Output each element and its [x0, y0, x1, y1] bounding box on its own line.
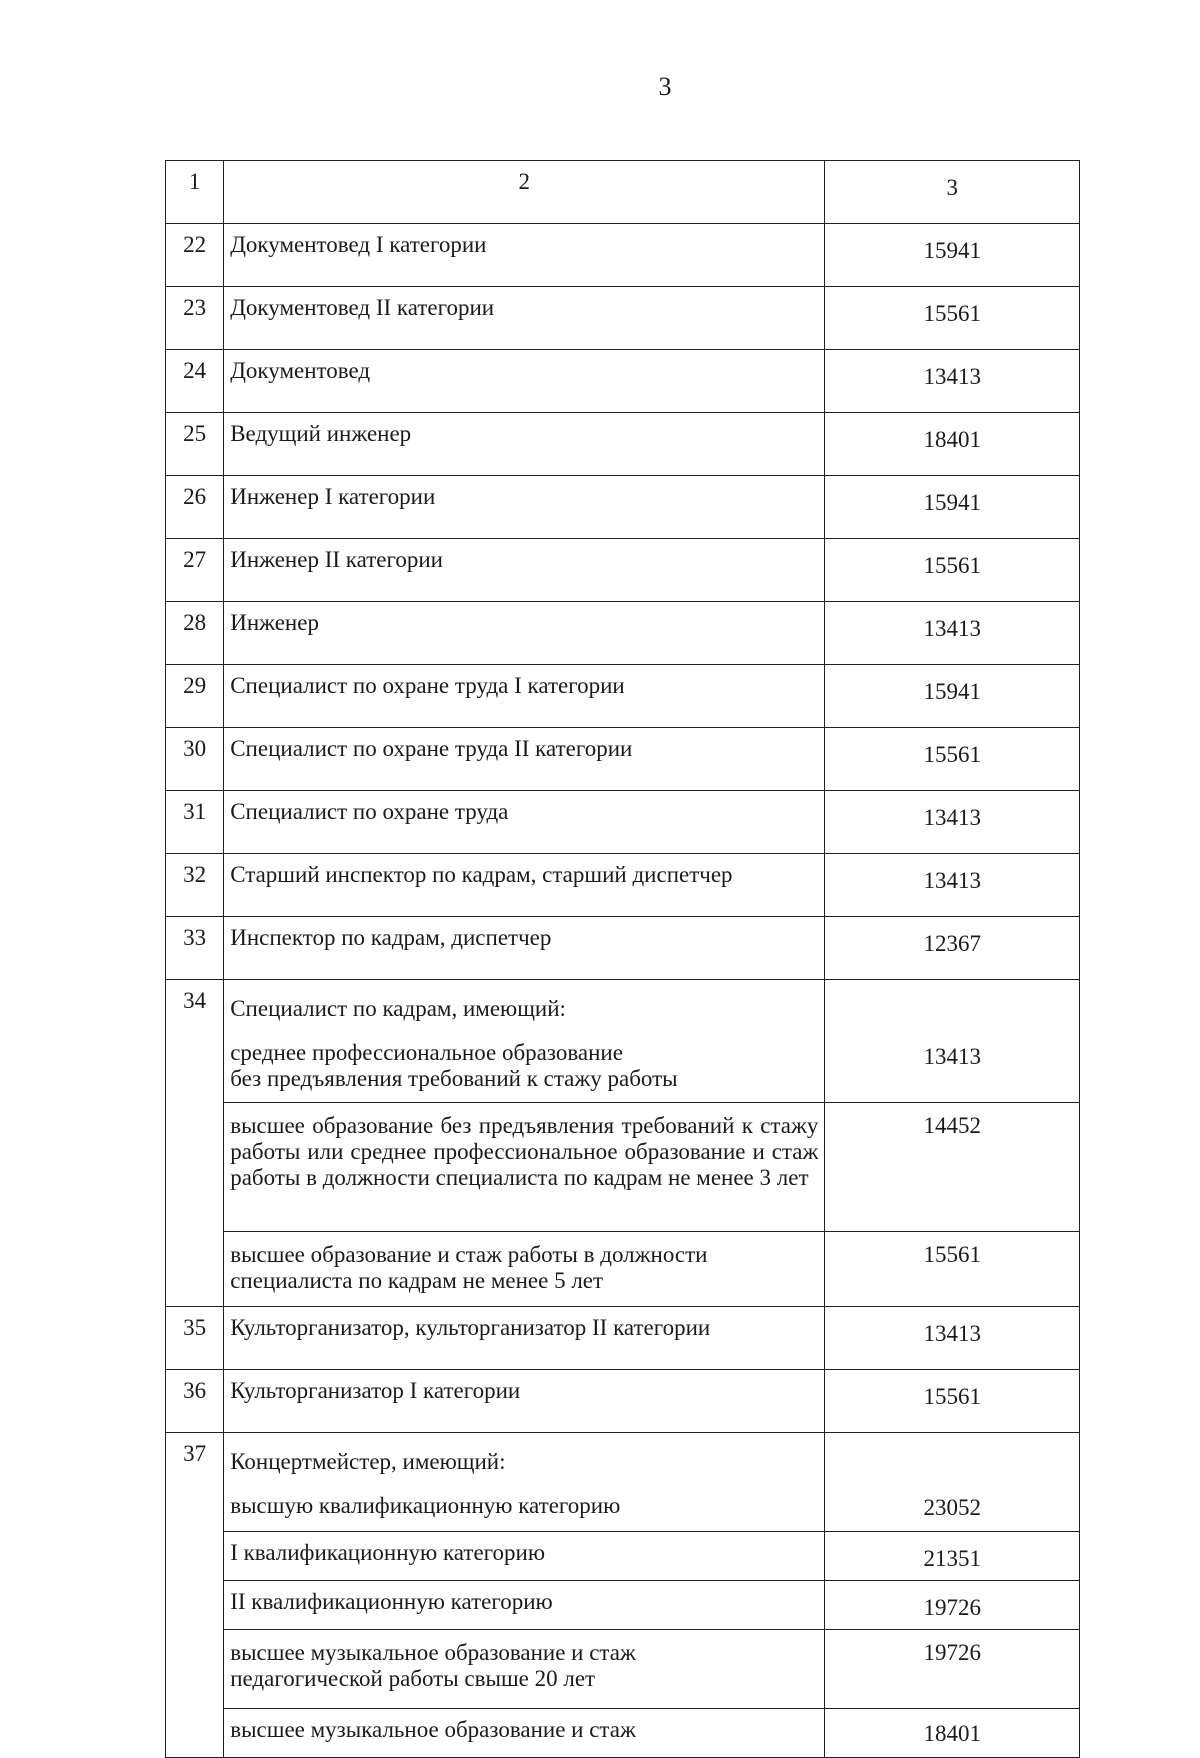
table-row [166, 224, 1080, 287]
qualification-line: специалиста по кадрам не менее 5 лет [230, 1268, 604, 1293]
table-row [166, 728, 1080, 791]
table-row [166, 476, 1080, 539]
salary-value: 15561 [825, 728, 1080, 791]
table-row [166, 791, 1080, 854]
table-row [166, 1433, 1080, 1532]
qualification-line: высшую квалификационную категорию [230, 1493, 621, 1518]
position-name: Специалист по охране труда I категории [224, 665, 825, 728]
table-row [166, 854, 1080, 917]
table-row [166, 287, 1080, 350]
salary-value: 15561 [825, 1370, 1080, 1433]
salary-value: 13413 [825, 791, 1080, 854]
salary-table [165, 160, 1080, 1758]
table-row [166, 917, 1080, 980]
position-group-title: Концертмейстер, имеющий: [230, 1449, 506, 1474]
row-number: 29 [166, 665, 224, 728]
qualification-text: II квалификационную категорию [224, 1581, 825, 1630]
qualification-text: I квалификационную категорию [224, 1532, 825, 1581]
position-group [224, 1433, 825, 1532]
salary-value: 19726 [825, 1630, 1080, 1709]
row-number: 24 [166, 350, 224, 413]
salary-value: 12367 [825, 917, 1080, 980]
qualification-text [224, 1232, 825, 1307]
table-row [166, 1232, 1080, 1307]
position-group-title: Специалист по кадрам, имеющий: [230, 996, 566, 1021]
header-col-3: 3 [825, 161, 1080, 224]
position-name: Старший инспектор по кадрам, старший диспетчер [224, 854, 825, 917]
table-row [166, 602, 1080, 665]
table-row [166, 1532, 1080, 1581]
salary-value: 19726 [825, 1581, 1080, 1630]
position-name: Специалист по охране труда [224, 791, 825, 854]
salary-value: 14452 [825, 1103, 1080, 1232]
position-name: Инженер I категории [224, 476, 825, 539]
salary-value: 13413 [825, 1307, 1080, 1370]
salary-value: 13413 [825, 980, 1080, 1103]
salary-value: 15941 [825, 476, 1080, 539]
row-number: 36 [166, 1370, 224, 1433]
row-number: 25 [166, 413, 224, 476]
table-row [166, 1103, 1080, 1232]
salary-value: 18401 [825, 1709, 1080, 1758]
header-col-1: 1 [166, 161, 224, 224]
position-name: Инженер [224, 602, 825, 665]
row-number: 27 [166, 539, 224, 602]
position-name: Культорганизатор I категории [224, 1370, 825, 1433]
qualification-line: педагогической работы свыше 20 лет [230, 1666, 596, 1691]
row-number: 37 [166, 1433, 224, 1758]
position-name: Документовед II категории [224, 287, 825, 350]
page-number: 3 [658, 72, 672, 101]
salary-value: 15561 [825, 539, 1080, 602]
table-row [166, 1581, 1080, 1630]
row-number: 30 [166, 728, 224, 791]
salary-value: 15561 [825, 287, 1080, 350]
position-name: Инспектор по кадрам, диспетчер [224, 917, 825, 980]
table-row [166, 350, 1080, 413]
position-name: Документовед I категории [224, 224, 825, 287]
qualification-line: среднее профессиональное образование [230, 1040, 623, 1065]
row-number: 32 [166, 854, 224, 917]
row-number: 31 [166, 791, 224, 854]
qualification-line: высшее музыкальное образование и стаж [230, 1640, 636, 1665]
table-row [166, 1709, 1080, 1758]
table-row [166, 1370, 1080, 1433]
position-name: Документовед [224, 350, 825, 413]
row-number: 35 [166, 1307, 224, 1370]
qualification-line: высшее образование и стаж работы в должности [230, 1242, 708, 1267]
position-name: Культорганизатор, культорганизатор II категории [224, 1307, 825, 1370]
salary-value: 15941 [825, 665, 1080, 728]
header-col-2: 2 [224, 161, 825, 224]
row-number: 34 [166, 980, 224, 1307]
qualification-text: высшее образование без предъявления требований к стажу работы или среднее профессиональное образование и стаж работы в должности специалиста по кадрам не менее 3 лет [224, 1103, 825, 1232]
row-number: 22 [166, 224, 224, 287]
table-row [166, 539, 1080, 602]
row-number: 26 [166, 476, 224, 539]
table-row [166, 665, 1080, 728]
table-row [166, 413, 1080, 476]
position-group [224, 980, 825, 1103]
position-name: Специалист по охране труда II категории [224, 728, 825, 791]
qualification-line: без предъявления требований к стажу работы [230, 1066, 678, 1091]
table-row [166, 980, 1080, 1103]
salary-value: 13413 [825, 854, 1080, 917]
salary-value: 15561 [825, 1232, 1080, 1307]
salary-value: 18401 [825, 413, 1080, 476]
row-number: 33 [166, 917, 224, 980]
salary-value: 21351 [825, 1532, 1080, 1581]
qualification-text: высшее музыкальное образование и стаж [224, 1709, 825, 1758]
row-number: 23 [166, 287, 224, 350]
salary-value: 23052 [825, 1433, 1080, 1532]
table-header-row [166, 161, 1080, 224]
position-name: Инженер II категории [224, 539, 825, 602]
position-name: Ведущий инженер [224, 413, 825, 476]
row-number: 28 [166, 602, 224, 665]
salary-value: 13413 [825, 602, 1080, 665]
salary-value: 13413 [825, 350, 1080, 413]
salary-value: 15941 [825, 224, 1080, 287]
table-row [166, 1307, 1080, 1370]
